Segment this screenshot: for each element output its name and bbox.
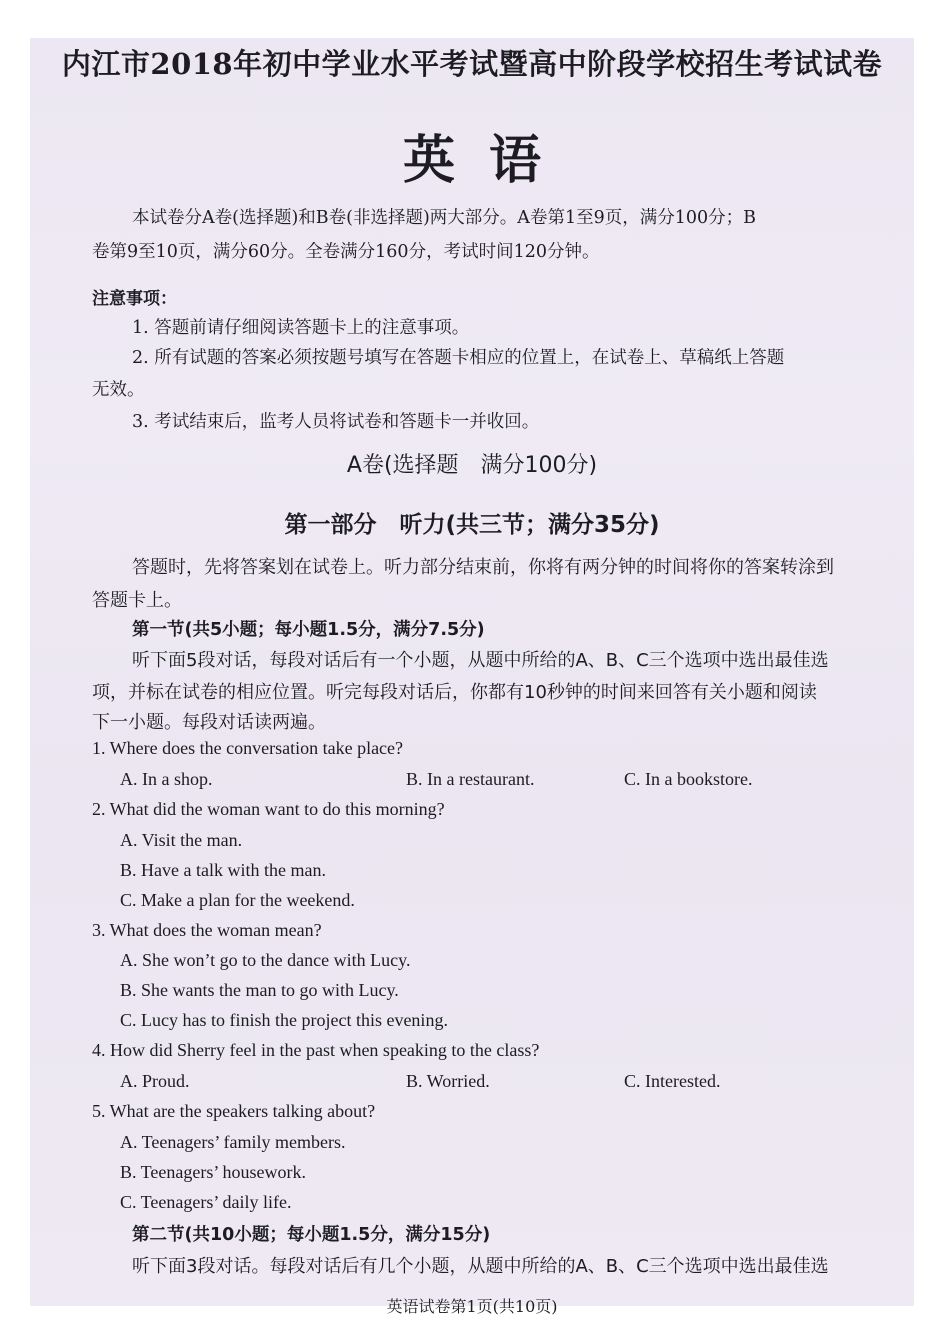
option-a: A. Visit the man. — [120, 830, 243, 850]
option-b: B. Have a talk with the man. — [120, 860, 326, 880]
option-c: C. Interested. — [624, 1071, 721, 1091]
option-a: A. She won’t go to the dance with Lucy. — [120, 950, 411, 970]
option-a: A. Teenagers’ family members. — [120, 1132, 346, 1152]
question-text: 1. Where does the conversation take place? — [92, 738, 404, 758]
intro-line-2: 卷第9至10页，满分60分。全卷满分160分，考试时间120分钟。 — [92, 242, 600, 262]
option-b: B. In a restaurant. — [406, 769, 535, 789]
option-a: A. Proud. — [120, 1071, 190, 1091]
exam-title: 内江市2018年初中学业水平考试暨高中阶段学校招生考试试卷 — [61, 47, 883, 81]
section1-instruction: 项，并标在试卷的相应位置。听完每段对话后，你都有10秒钟的时间来回答有关小题和阅读 — [92, 682, 817, 703]
option-c: C. Make a plan for the weekend. — [120, 890, 355, 910]
option-c: C. Teenagers’ daily life. — [120, 1192, 292, 1212]
option-c: C. Lucy has to finish the project this evening. — [120, 1010, 448, 1030]
question-text: 3. What does the woman mean? — [92, 920, 322, 940]
subject-title: 英语 — [402, 130, 575, 191]
volume-a-heading: A卷(选择题 满分100分) — [346, 453, 598, 478]
option-b: B. Worried. — [406, 1071, 490, 1091]
notice-item: 3. 考试结束后，监考人员将试卷和答题卡一并收回。 — [132, 412, 540, 432]
part-one-heading: 第一部分 听力(共三节；满分35分) — [284, 512, 660, 538]
option-c: C. In a bookstore. — [624, 769, 753, 789]
question-text: 5. What are the speakers talking about? — [92, 1101, 376, 1121]
option-b: B. Teenagers’ housework. — [120, 1162, 307, 1182]
section1-instruction: 听下面5段对话，每段对话后有一个小题，从题中所给的A、B、C三个选项中选出最佳选 — [132, 650, 829, 671]
exam-page — [30, 38, 914, 1316]
notice-heading: 注意事项： — [92, 289, 177, 309]
notice-item: 1. 答题前请仔细阅读答题卡上的注意事项。 — [132, 318, 470, 338]
option-a: A. In a shop. — [120, 769, 213, 789]
notice-item: 2. 所有试题的答案必须按题号填写在答题卡相应的位置上，在试卷上、草稿纸上答题 — [132, 348, 785, 368]
section2-instruction: 听下面3段对话。每段对话后有几个小题，从题中所给的A、B、C三个选项中选出最佳选 — [132, 1256, 829, 1277]
listening-intro: 答题卡上。 — [92, 590, 182, 611]
section1-heading: 第一节(共5小题；每小题1.5分，满分7.5分) — [132, 620, 485, 640]
notice-item: 无效。 — [92, 380, 145, 400]
section2-heading: 第二节(共10小题；每小题1.5分，满分15分) — [132, 1225, 491, 1245]
question-text: 4. How did Sherry feel in the past when speaking to the class? — [92, 1040, 540, 1060]
page-footer: 英语试卷第1页(共10页) — [386, 1297, 558, 1316]
option-b: B. She wants the man to go with Lucy. — [120, 980, 399, 1000]
intro-line-1: 本试卷分A卷(选择题)和B卷(非选择题)两大部分。A卷第1至9页，满分100分；B — [132, 208, 756, 228]
listening-intro: 答题时，先将答案划在试卷上。听力部分结束前，你将有两分钟的时间将你的答案转涂到 — [132, 557, 834, 578]
question-text: 2. What did the woman want to do this morning? — [92, 799, 445, 819]
section1-instruction: 下一小题。每段对话读两遍。 — [92, 712, 326, 733]
